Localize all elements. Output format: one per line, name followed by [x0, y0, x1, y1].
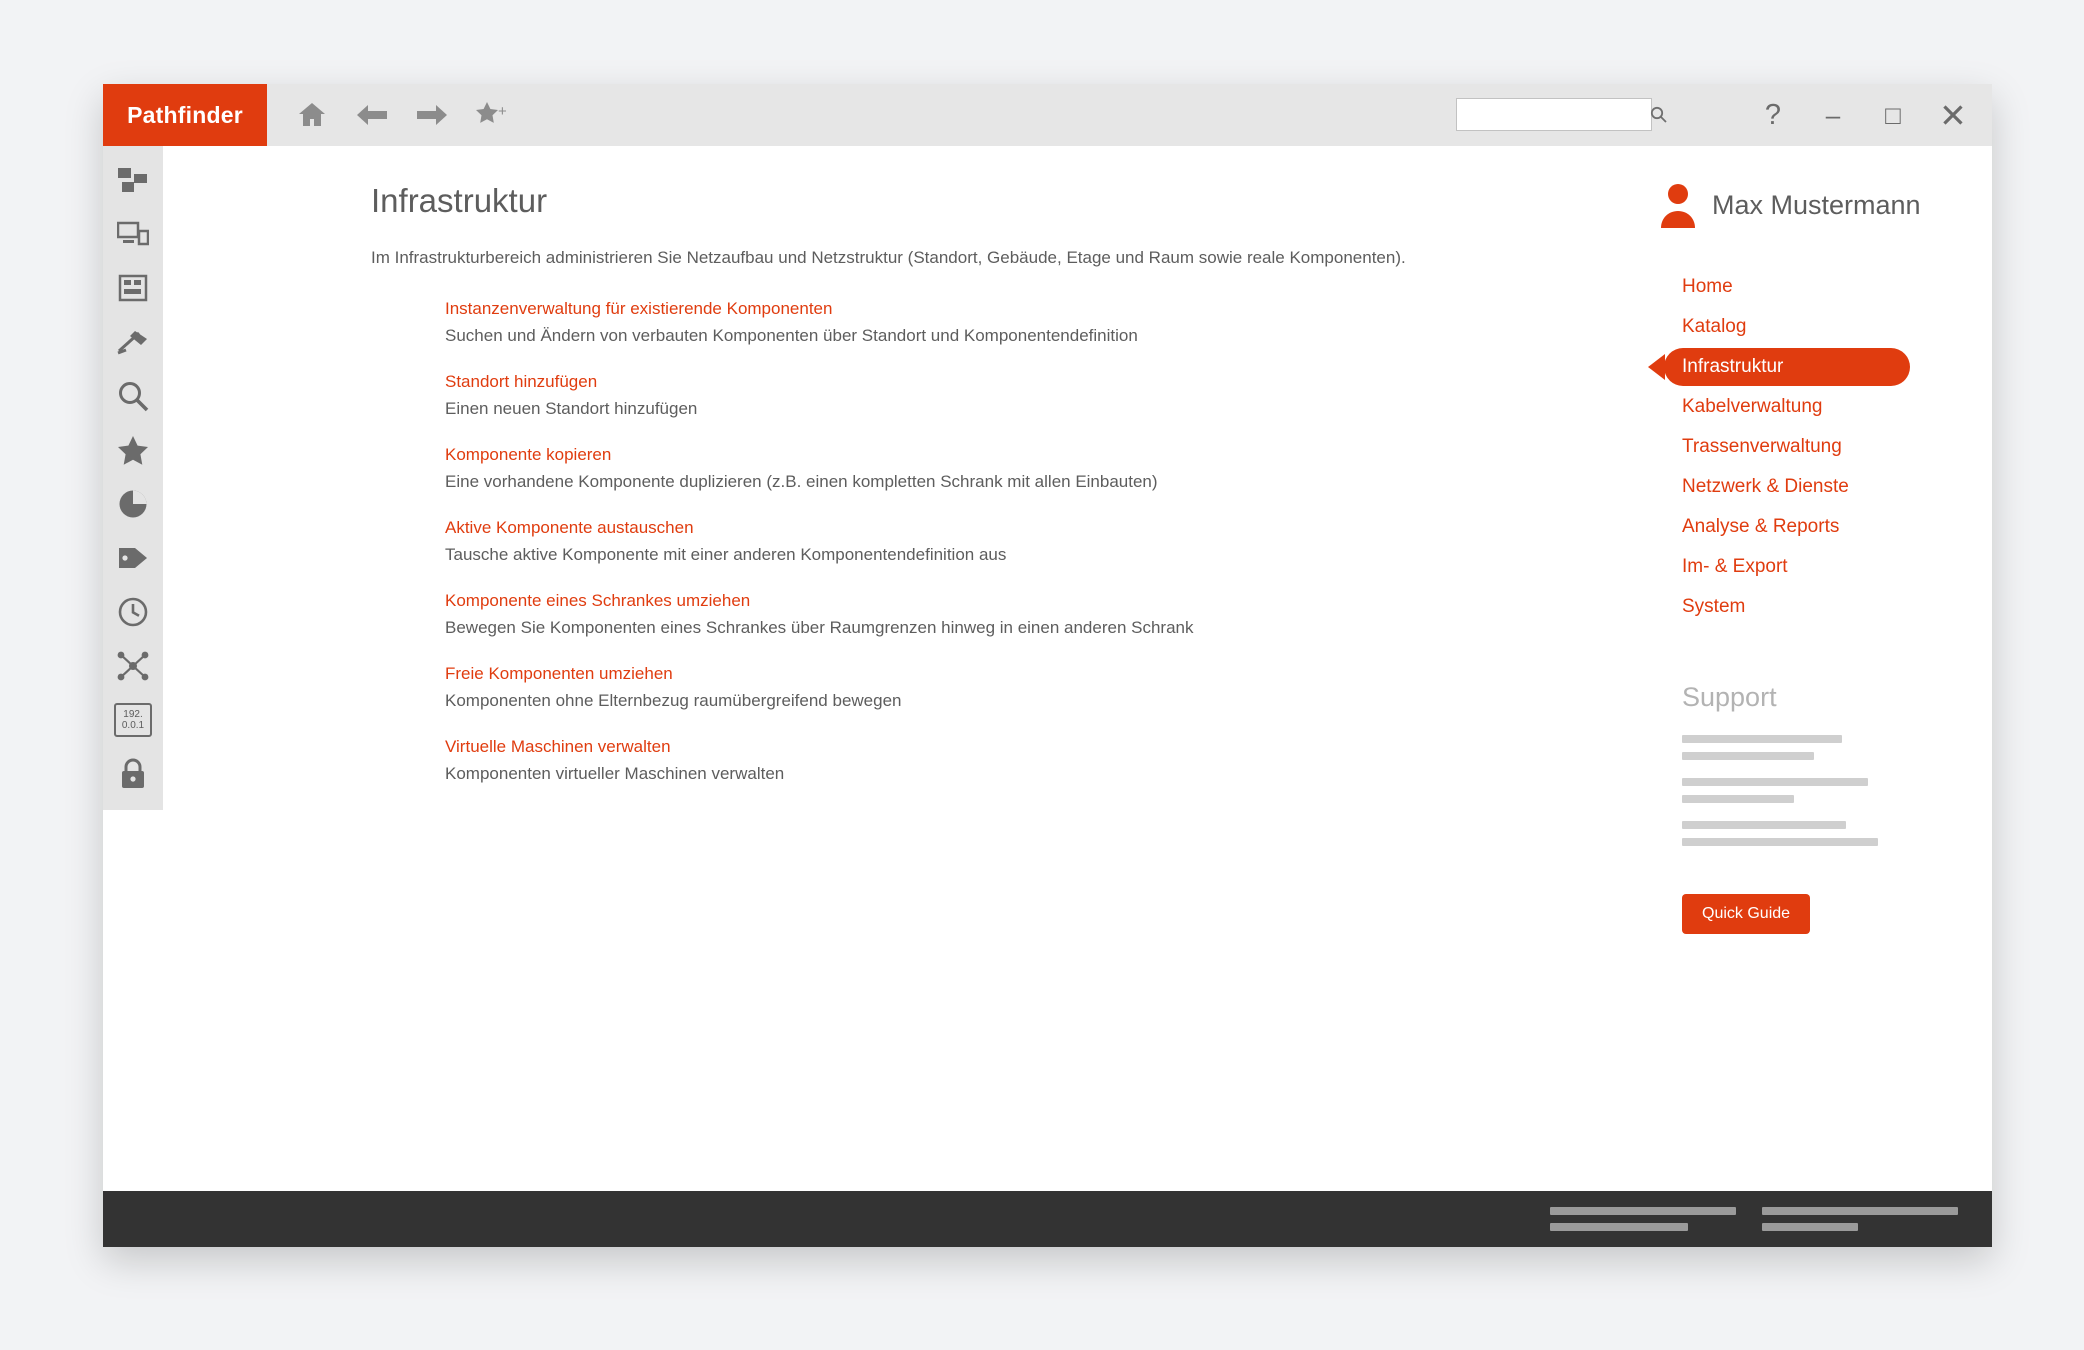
- user-name: Max Mustermann: [1712, 189, 1921, 220]
- placeholder-line: [1682, 735, 1842, 743]
- sidebar-item-cabling[interactable]: [111, 320, 155, 364]
- forward-arrow-icon[interactable]: [415, 98, 449, 132]
- application-window: [103, 84, 1992, 1247]
- ip-line-2: 0.0.1: [121, 720, 145, 731]
- link-komponente-kopieren[interactable]: Komponente kopieren: [445, 445, 612, 464]
- window-body: [103, 146, 1992, 1247]
- footer-placeholder-group-2: [1762, 1207, 1958, 1231]
- sidebar-item-favorites[interactable]: [111, 428, 155, 472]
- search-box[interactable]: [1456, 98, 1652, 131]
- link-standort-hinzufuegen-desc: Einen neuen Standort hinzufügen: [445, 399, 698, 418]
- link-freie-komponenten-umziehen[interactable]: Freie Komponenten umziehen: [445, 664, 673, 683]
- left-toolbar: [103, 146, 163, 810]
- link-instanzenverwaltung[interactable]: Instanzenverwaltung für existierende Komponenten: [445, 299, 833, 318]
- help-button[interactable]: ?: [1764, 98, 1782, 131]
- placeholder-line: [1682, 838, 1878, 846]
- placeholder-line: [1550, 1223, 1688, 1231]
- placeholder-line: [1682, 778, 1868, 786]
- page-title: Infrastruktur: [371, 182, 548, 219]
- link-freie-komponenten-umziehen-desc: Komponenten ohne Elternbezug raumübergreifend bewegen: [445, 691, 902, 710]
- link-komponente-kopieren-desc: Eine vorhandene Komponente duplizieren (z.B. einen kompletten Schrank mit allen Einbauten): [445, 472, 1158, 491]
- maximize-button[interactable]: □: [1885, 100, 1901, 130]
- link-virtuelle-maschinen-verwalten-desc: Komponenten virtueller Maschinen verwalten: [445, 764, 785, 783]
- right-panel: [1658, 182, 1958, 934]
- avatar: [1658, 182, 1698, 228]
- title-bar: [103, 84, 1992, 146]
- placeholder-line: [1762, 1223, 1858, 1231]
- navigation-toolbar: [295, 98, 509, 132]
- sidebar-item-infrastructure[interactable]: [111, 158, 155, 202]
- link-standort-hinzufuegen[interactable]: Standort hinzufügen: [445, 372, 598, 391]
- placeholder-line: [1682, 752, 1814, 760]
- footer-bar: [103, 1191, 1992, 1247]
- page-description: Im Infrastrukturbereich administrieren Sie Netzaufbau und Netzstruktur (Standort, Gebäude, Etage und Raum sowie reale Komponenten).: [371, 248, 1406, 267]
- main-menu: [1682, 268, 1958, 626]
- placeholder-line: [1682, 821, 1846, 829]
- placeholder-line: [1550, 1207, 1736, 1215]
- link-komponente-schrank-umziehen-desc: Bewegen Sie Komponenten eines Schrankes über Raumgrenzen hinweg in einen anderen Schrank: [445, 618, 1194, 637]
- link-instanzenverwaltung-desc: Suchen und Ändern von verbauten Komponenten über Standort und Komponentendefinition: [445, 326, 1138, 345]
- sidebar-item-reports[interactable]: [111, 482, 155, 526]
- sidebar-item-labels[interactable]: [111, 536, 155, 580]
- sidebar-item-history[interactable]: [111, 590, 155, 634]
- link-aktive-komponente-austauschen[interactable]: Aktive Komponente austauschen: [445, 518, 694, 537]
- support-placeholder-group-1: [1682, 735, 1958, 760]
- sidebar-item-devices[interactable]: [111, 212, 155, 256]
- quick-guide-button[interactable]: Quick Guide: [1682, 894, 1810, 934]
- menu-item-netzwerk-dienste[interactable]: Netzwerk & Dienste: [1682, 476, 1849, 497]
- sidebar-item-security[interactable]: [111, 752, 155, 796]
- menu-item-im-export[interactable]: Im- & Export: [1682, 556, 1788, 577]
- back-arrow-icon[interactable]: [355, 98, 389, 132]
- menu-item-system[interactable]: System: [1682, 596, 1746, 617]
- sidebar-item-search[interactable]: [111, 374, 155, 418]
- sidebar-item-rack[interactable]: [111, 266, 155, 310]
- ip-line-1: 192.: [123, 709, 143, 720]
- placeholder-line: [1682, 795, 1794, 803]
- support-placeholder-group-2: [1682, 778, 1958, 803]
- placeholder-line: [1762, 1207, 1958, 1215]
- link-komponente-schrank-umziehen[interactable]: Komponente eines Schrankes umziehen: [445, 591, 751, 610]
- link-aktive-komponente-austauschen-desc: Tausche aktive Komponente mit einer anderen Komponentendefinition aus: [445, 545, 1007, 564]
- support-placeholder-group-3: [1682, 821, 1958, 846]
- add-favorite-icon[interactable]: [475, 98, 509, 132]
- menu-item-trassenverwaltung[interactable]: Trassenverwaltung: [1682, 436, 1842, 457]
- menu-item-analyse-reports[interactable]: Analyse & Reports: [1682, 516, 1840, 537]
- window-controls: [1758, 84, 1968, 146]
- close-button[interactable]: ✕: [1939, 96, 1967, 134]
- support-heading: Support: [1682, 682, 1777, 712]
- sidebar-item-ip[interactable]: [111, 698, 155, 742]
- footer-placeholder-group-1: [1550, 1207, 1736, 1231]
- home-icon[interactable]: [295, 98, 329, 132]
- menu-item-katalog[interactable]: Katalog: [1682, 316, 1747, 337]
- menu-item-kabelverwaltung[interactable]: Kabelverwaltung: [1682, 396, 1823, 417]
- svg-text:+: +: [498, 103, 507, 120]
- sidebar-item-network[interactable]: [111, 644, 155, 688]
- menu-item-home[interactable]: Home: [1682, 276, 1733, 297]
- search-input[interactable]: [1457, 99, 1650, 130]
- user-area[interactable]: [1658, 182, 1958, 228]
- minimize-button[interactable]: –: [1825, 100, 1841, 130]
- brand-logo[interactable]: Pathfinder: [103, 84, 267, 146]
- link-virtuelle-maschinen-verwalten[interactable]: Virtuelle Maschinen verwalten: [445, 737, 671, 756]
- search-icon[interactable]: [1650, 99, 1667, 130]
- menu-item-infrastruktur[interactable]: Infrastruktur: [1664, 348, 1910, 386]
